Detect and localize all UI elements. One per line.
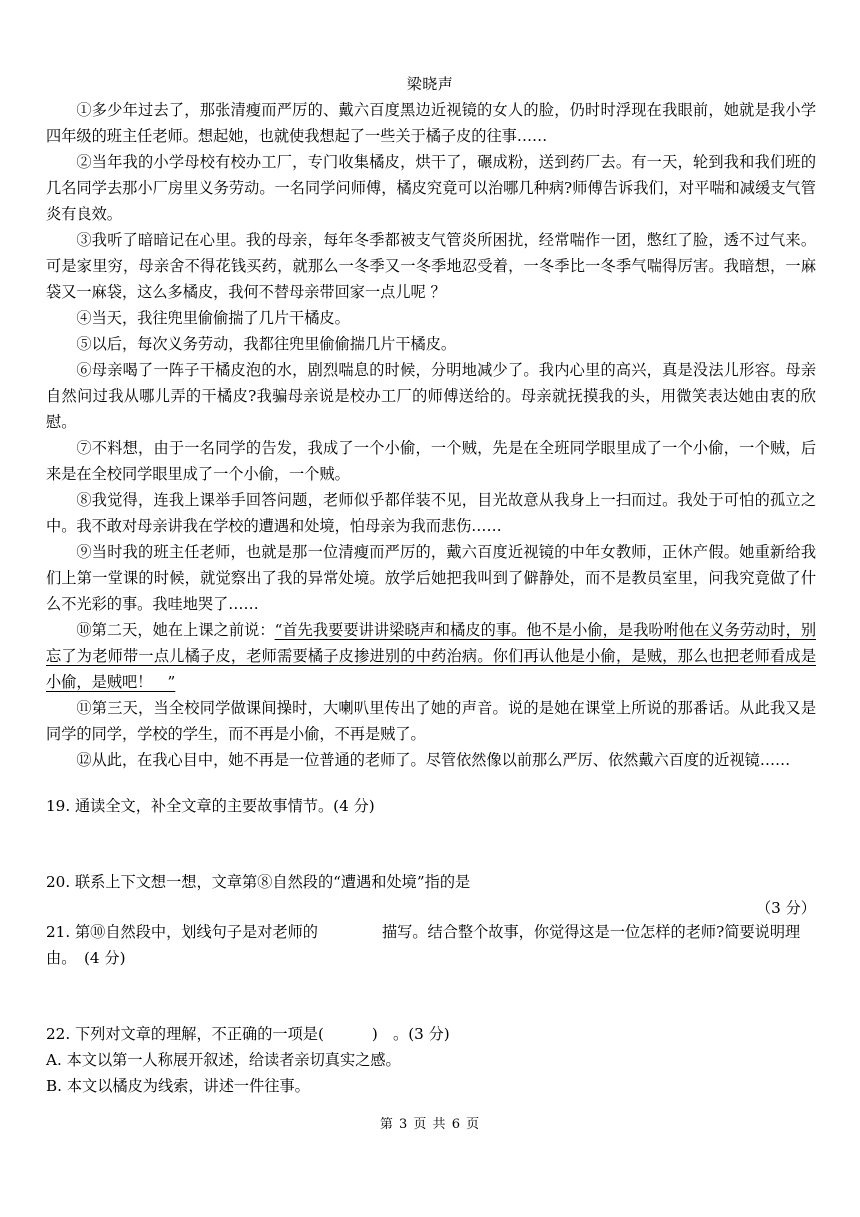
paragraph-7: ⑦不料想，由于一名同学的告发，我成了一个小偷，一个贼，先是在全班同学眼里成了一个小偷，一个贼，后来是在全校同学眼里成了一个小偷，一个贼。 (46, 439, 816, 483)
question-22-rest: ) 。(3 分) (371, 1025, 450, 1043)
question-21-rest: 描写。结合整个故事，你觉得这是一位怎样的老师?简要说明理由。 (4 分) (46, 923, 801, 967)
question-21 (46, 919, 816, 971)
paragraph-8: ⑧我觉得，连我上课举手回答问题，老师似乎都佯装不见，目光故意从我身上一扫而过。我处于可怕的孤立之中。我不敢对母亲讲我在学校的遭遇和处境，怕母亲为我而悲伤…… (46, 491, 816, 535)
page-footer: 第 3 页 共 6 页 (379, 1117, 481, 1132)
paragraph-4: ④当天，我往兜里偷偷揣了几片干橘皮。 (76, 309, 350, 327)
underlined-quote: “首先我要要讲讲梁晓声和橘皮的事。他不是小偷，是我吩咐他在义务劳动时，别忘了为老师带一点儿橘子皮，老师需要橘子皮掺进别的中药治病。你们再认他是小偷，是贼，那么也把老师看成是小偷，是贼吧！ ” (46, 621, 817, 691)
question-22 (46, 1021, 816, 1047)
article-body (46, 97, 816, 773)
paragraph-10-lead: ⑩第二天，她在上课之前说： (76, 621, 275, 639)
option-a: A. 本文以第一人称展开叙述，给读者亲切真实之感。 (46, 1051, 401, 1069)
paragraph-6: ⑥母亲喝了一阵子干橘皮泡的水，剧烈喘息的时候，分明地减少了。我内心里的高兴，真是没法儿形容。母亲自然问过我从哪儿弄的干橘皮?我骗母亲说是校办工厂的师傅送给的。母亲就抚摸我的头，用微笑表达她由衷的欣慰。 (46, 361, 816, 431)
paragraph-10 (46, 617, 816, 695)
question-21-lead: 21. 第⑩自然段中，划线句子是对老师的 (46, 923, 318, 941)
paragraph-5: ⑤以后，每次义务劳动，我都往兜里偷偷揣几片干橘皮。 (76, 335, 457, 353)
paragraph-3: ③我听了暗暗记在心里。我的母亲，每年冬季都被支气管炎所困扰，经常喘作一团，憋红了脸，透不过气来。可是家里穷，母亲舍不得花钱买药，就那么一冬季又一冬季地忍受着，一冬季比一冬季气喘得厉害。我暗想，一麻袋又一麻袋，这么多橘皮，我何不替母亲带回家一点儿呢 ？ (46, 231, 816, 301)
paragraph-1: ①多少年过去了，那张清瘦而严厉的、戴六百度黑边近视镜的女人的脸，仍时时浮现在我眼前，她就是我小学四年级的班主任老师。想起她，也就使我想起了一些关于橘子皮的往事…… (46, 101, 816, 145)
question-22-lead: 22. 下列对文章的理解，不正确的一项是( (46, 1025, 324, 1043)
paragraph-2: ②当年我的小学母校有校办工厂，专门收集橘皮，烘干了，碾成粉，送到药厂去。有一天，轮到我和我们班的几名同学去那小厂房里义务劳动。一名同学问师傅，橘皮究竟可以治哪几种病?师傅告诉我们，对平喘和减缓支气管炎有良效。 (46, 153, 816, 223)
paragraph-12: ⑫从此，在我心目中，她不再是一位普通的老师了。尽管依然像以前那么严厉、依然戴六百度的近视镜…… (76, 751, 791, 769)
paragraph-9: ⑨当时我的班主任老师，也就是那一位清瘦而严厉的，戴六百度近视镜的中年女教师，正休产假。她重新给我们上第一堂课的时候，就觉察出了我的异常处境。放学后她把我叫到了僻静处，而不是教员室里，问我究竟做了什么不光彩的事。我哇地哭了…… (46, 543, 816, 613)
question-19: 19. 通读全文，补全文章的主要故事情节。(4 分) (46, 797, 375, 815)
question-20-score: （3 分） (755, 899, 816, 917)
article-author: 梁晓声 (406, 75, 454, 93)
question-20: 20. 联系上下文想一想，文章第⑧自然段的“遭遇和处境”指的是 (46, 873, 471, 891)
option-b: B. 本文以橘皮为线索，讲述一件往事。 (46, 1077, 310, 1095)
paragraph-11: ⑪第三天，当全校同学做课间操时，大喇叭里传出了她的声音。说的是她在课堂上所说的那番话。从此我又是同学的同学，学校的学生，而不再是小偷，不再是贼了。 (46, 699, 816, 743)
